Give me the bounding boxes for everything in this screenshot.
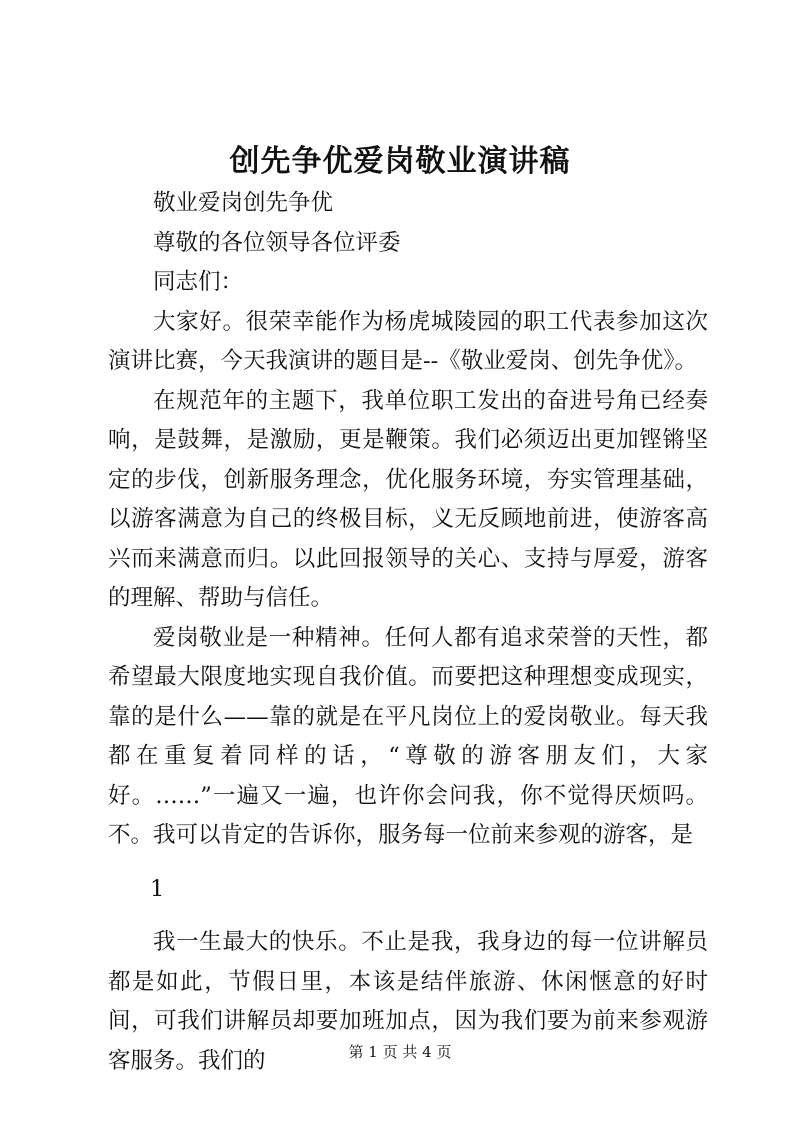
paragraph-theme: 在规范年的主题下，我单位职工发出的奋进号角已经奏响，是鼓舞，是激励，更是鞭策。我们必须迈出更加铿锵坚定的步伐，创新服务理念，优化服务环境，夯实管理基础，以游客满意为自己的终极目标，义无反顾地前进，使游客高兴而来满意而归。以此回报领导的关心、支持与厚爱，游客的理解、帮助与信任。 [108, 387, 708, 611]
paragraph-salutation: 尊敬的各位领导各位评委 [153, 229, 401, 256]
document-body [108, 184, 708, 1081]
inline-page-number: 1 [150, 875, 165, 902]
paragraph-greeting: 同志们： [153, 269, 244, 295]
paragraph-continuation: 我一生最大的快乐。不止是我，我身边的每一位讲解员都是如此，节假日里，本该是结伴旅游、休闲惬意的好时间，可我们讲解员却要加班加点，因为我们要为前来参观游客服务。我们的 [108, 929, 708, 1074]
paragraph-intro: 大家好。很荣幸能作为杨虎城陵园的职工代表参加这次演讲比赛，今天我演讲的题目是--《敬业爱岗、创先争优》。 [108, 308, 708, 374]
document-title: 创先争优爱岗敬业演讲稿 [229, 144, 571, 179]
paragraph-spirit: 爱岗敬业是一种精神。任何人都有追求荣誉的天性，都希望最大限度地实现自我价值。而要把这种理想变成现实，靠的是什么——靠的就是在平凡岗位上的爱岗敬业。每天我都在重复着同样的话，“尊敬的游客朋友们，大家好。……”一遍又一遍，也许你会问我，你不觉得厌烦吗。不。我可以肯定的告诉你，服务每一位前来参观的游客，是 [108, 624, 708, 848]
paragraph-subtitle: 敬业爱岗创先争优 [153, 190, 334, 216]
page-footer: 第 1 页 共 4 页 [348, 1043, 452, 1061]
